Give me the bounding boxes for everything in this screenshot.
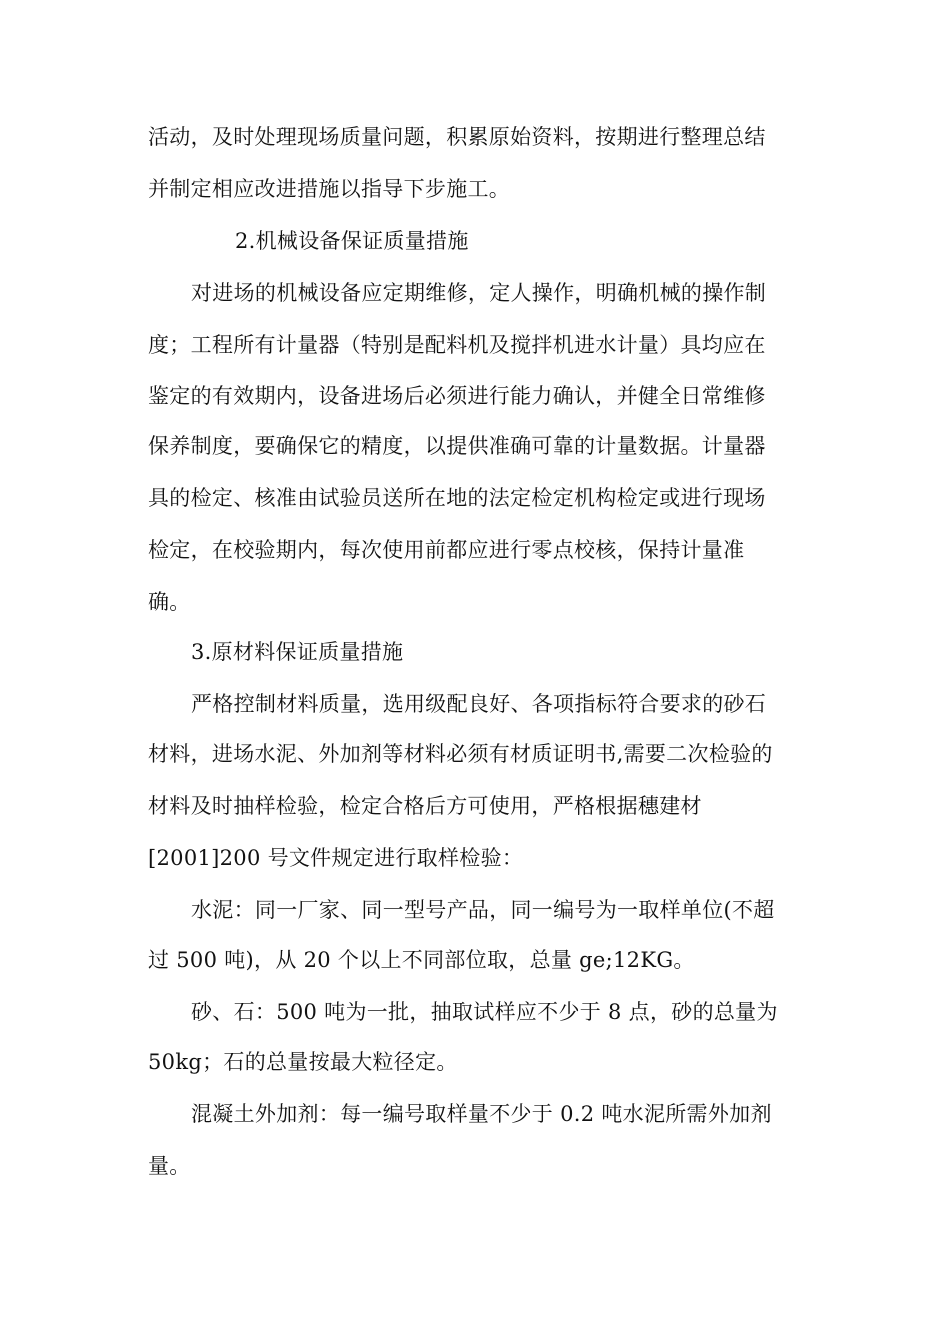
paragraph-line: 混凝土外加剂：每一编号取样量不少于 0.2 吨水泥所需外加剂 [191,1102,772,1126]
paragraph-line: 严格控制材料质量，选用级配良好、各项指标符合要求的砂石 [191,692,767,716]
paragraph-line: 材料及时抽样检验，检定合格后方可使用，严格根据穗建材 [148,794,702,818]
paragraph-line: 鉴定的有效期内，设备进场后必须进行能力确认，并健全日常维修 [148,384,766,408]
paragraph-line: 水泥：同一厂家、同一型号产品，同一编号为一取样单位(不超 [191,898,775,922]
section-heading-2: 2.机械设备保证质量措施 [235,229,469,253]
paragraph-line: 保养制度，要确保它的精度，以提供准确可靠的计量数据。计量器 [148,434,766,458]
paragraph-line: 具的检定、核准由试验员送所在地的法定检定机构检定或进行现场 [148,486,766,510]
paragraph-line: 并制定相应改进措施以指导下步施工。 [148,177,511,201]
paragraph-line: 确。 [148,590,191,614]
paragraph-line: 对进场的机械设备应定期维修，定人操作，明确机械的操作制 [191,281,767,305]
paragraph-line: 砂、石：500 吨为一批，抽取试样应不少于 8 点，砂的总量为 [191,1000,778,1024]
paragraph-line: 检定，在校验期内，每次使用前都应进行零点校核，保持计量准 [148,538,745,562]
paragraph-line: 50kg；石的总量按最大粒径定。 [148,1050,458,1074]
paragraph-line: 度；工程所有计量器（特别是配料机及搅拌机进水计量）具均应在 [148,333,766,357]
paragraph-line: 量。 [148,1154,191,1178]
paragraph-line: [2001]200 号文件规定进行取样检验： [148,846,524,870]
paragraph-line: 过 500 吨)，从 20 个以上不同部位取，总量 ge;12KG。 [148,948,695,972]
paragraph-line: 活动，及时处理现场质量问题，积累原始资料，按期进行整理总结 [148,125,766,149]
section-heading-3: 3.原材料保证质量措施 [191,640,404,664]
paragraph-line: 材料，进场水泥、外加剂等材料必须有材质证明书,需要二次检验的 [148,742,773,766]
